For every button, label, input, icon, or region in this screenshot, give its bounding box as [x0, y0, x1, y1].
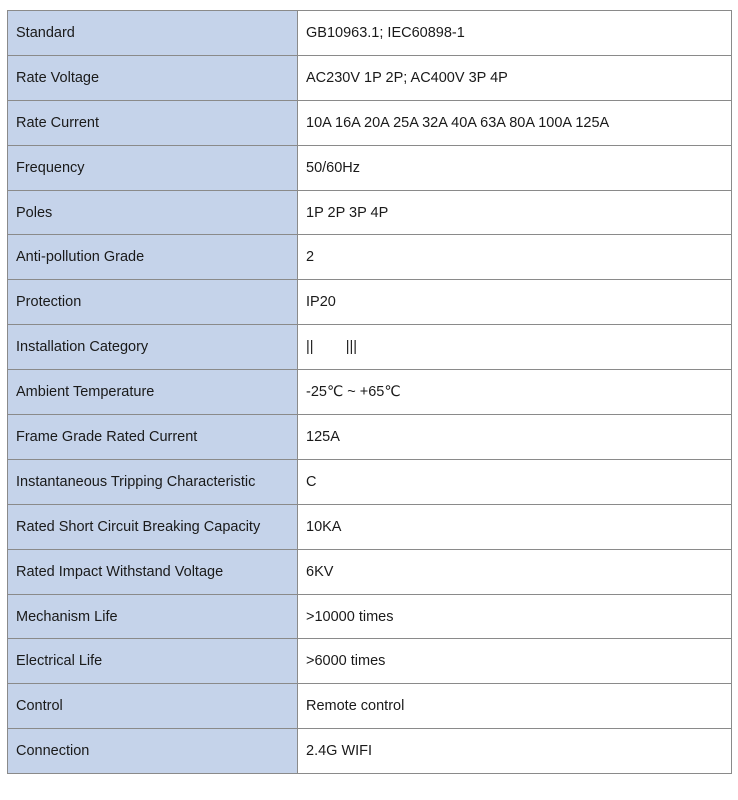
spec-label: Frequency — [8, 145, 298, 190]
spec-value: AC230V 1P 2P; AC400V 3P 4P — [298, 55, 732, 100]
spec-value: 6KV — [298, 549, 732, 594]
spec-label: Ambient Temperature — [8, 370, 298, 415]
spec-value: 10A 16A 20A 25A 32A 40A 63A 80A 100A 125A — [298, 100, 732, 145]
table-row — [8, 55, 732, 100]
table-row — [8, 11, 732, 56]
table-row — [8, 594, 732, 639]
spec-value: -25℃ ~ +65℃ — [298, 370, 732, 415]
spec-label: Rated Impact Withstand Voltage — [8, 549, 298, 594]
spec-label: Connection — [8, 729, 298, 774]
spec-label: Protection — [8, 280, 298, 325]
table-row — [8, 684, 732, 729]
spec-value: >6000 times — [298, 639, 732, 684]
spec-value: 2 — [298, 235, 732, 280]
spec-label: Frame Grade Rated Current — [8, 415, 298, 460]
spec-label: Anti-pollution Grade — [8, 235, 298, 280]
spec-value: 10KA — [298, 504, 732, 549]
spec-label: Rated Short Circuit Breaking Capacity — [8, 504, 298, 549]
spec-value: C — [298, 459, 732, 504]
table-row — [8, 459, 732, 504]
table-row — [8, 100, 732, 145]
table-row — [8, 190, 732, 235]
table-row — [8, 370, 732, 415]
spec-value: 125A — [298, 415, 732, 460]
table-row — [8, 280, 732, 325]
table-row — [8, 639, 732, 684]
table-row — [8, 325, 732, 370]
spec-label: Standard — [8, 11, 298, 56]
table-row — [8, 729, 732, 774]
spec-table — [7, 10, 732, 774]
spec-value: GB10963.1; IEC60898-1 — [298, 11, 732, 56]
table-row — [8, 549, 732, 594]
table-row — [8, 504, 732, 549]
spec-value: IP20 — [298, 280, 732, 325]
spec-label: Control — [8, 684, 298, 729]
table-row — [8, 145, 732, 190]
spec-label: Rate Current — [8, 100, 298, 145]
spec-label: Poles — [8, 190, 298, 235]
spec-value: 50/60Hz — [298, 145, 732, 190]
spec-value: || ||| — [298, 325, 732, 370]
spec-label: Instantaneous Tripping Characteristic — [8, 459, 298, 504]
spec-label: Rate Voltage — [8, 55, 298, 100]
spec-label: Mechanism Life — [8, 594, 298, 639]
spec-value: >10000 times — [298, 594, 732, 639]
spec-value: 2.4G WIFI — [298, 729, 732, 774]
spec-label: Installation Category — [8, 325, 298, 370]
spec-value: Remote control — [298, 684, 732, 729]
spec-label: Electrical Life — [8, 639, 298, 684]
table-row — [8, 415, 732, 460]
spec-value: 1P 2P 3P 4P — [298, 190, 732, 235]
table-row — [8, 235, 732, 280]
